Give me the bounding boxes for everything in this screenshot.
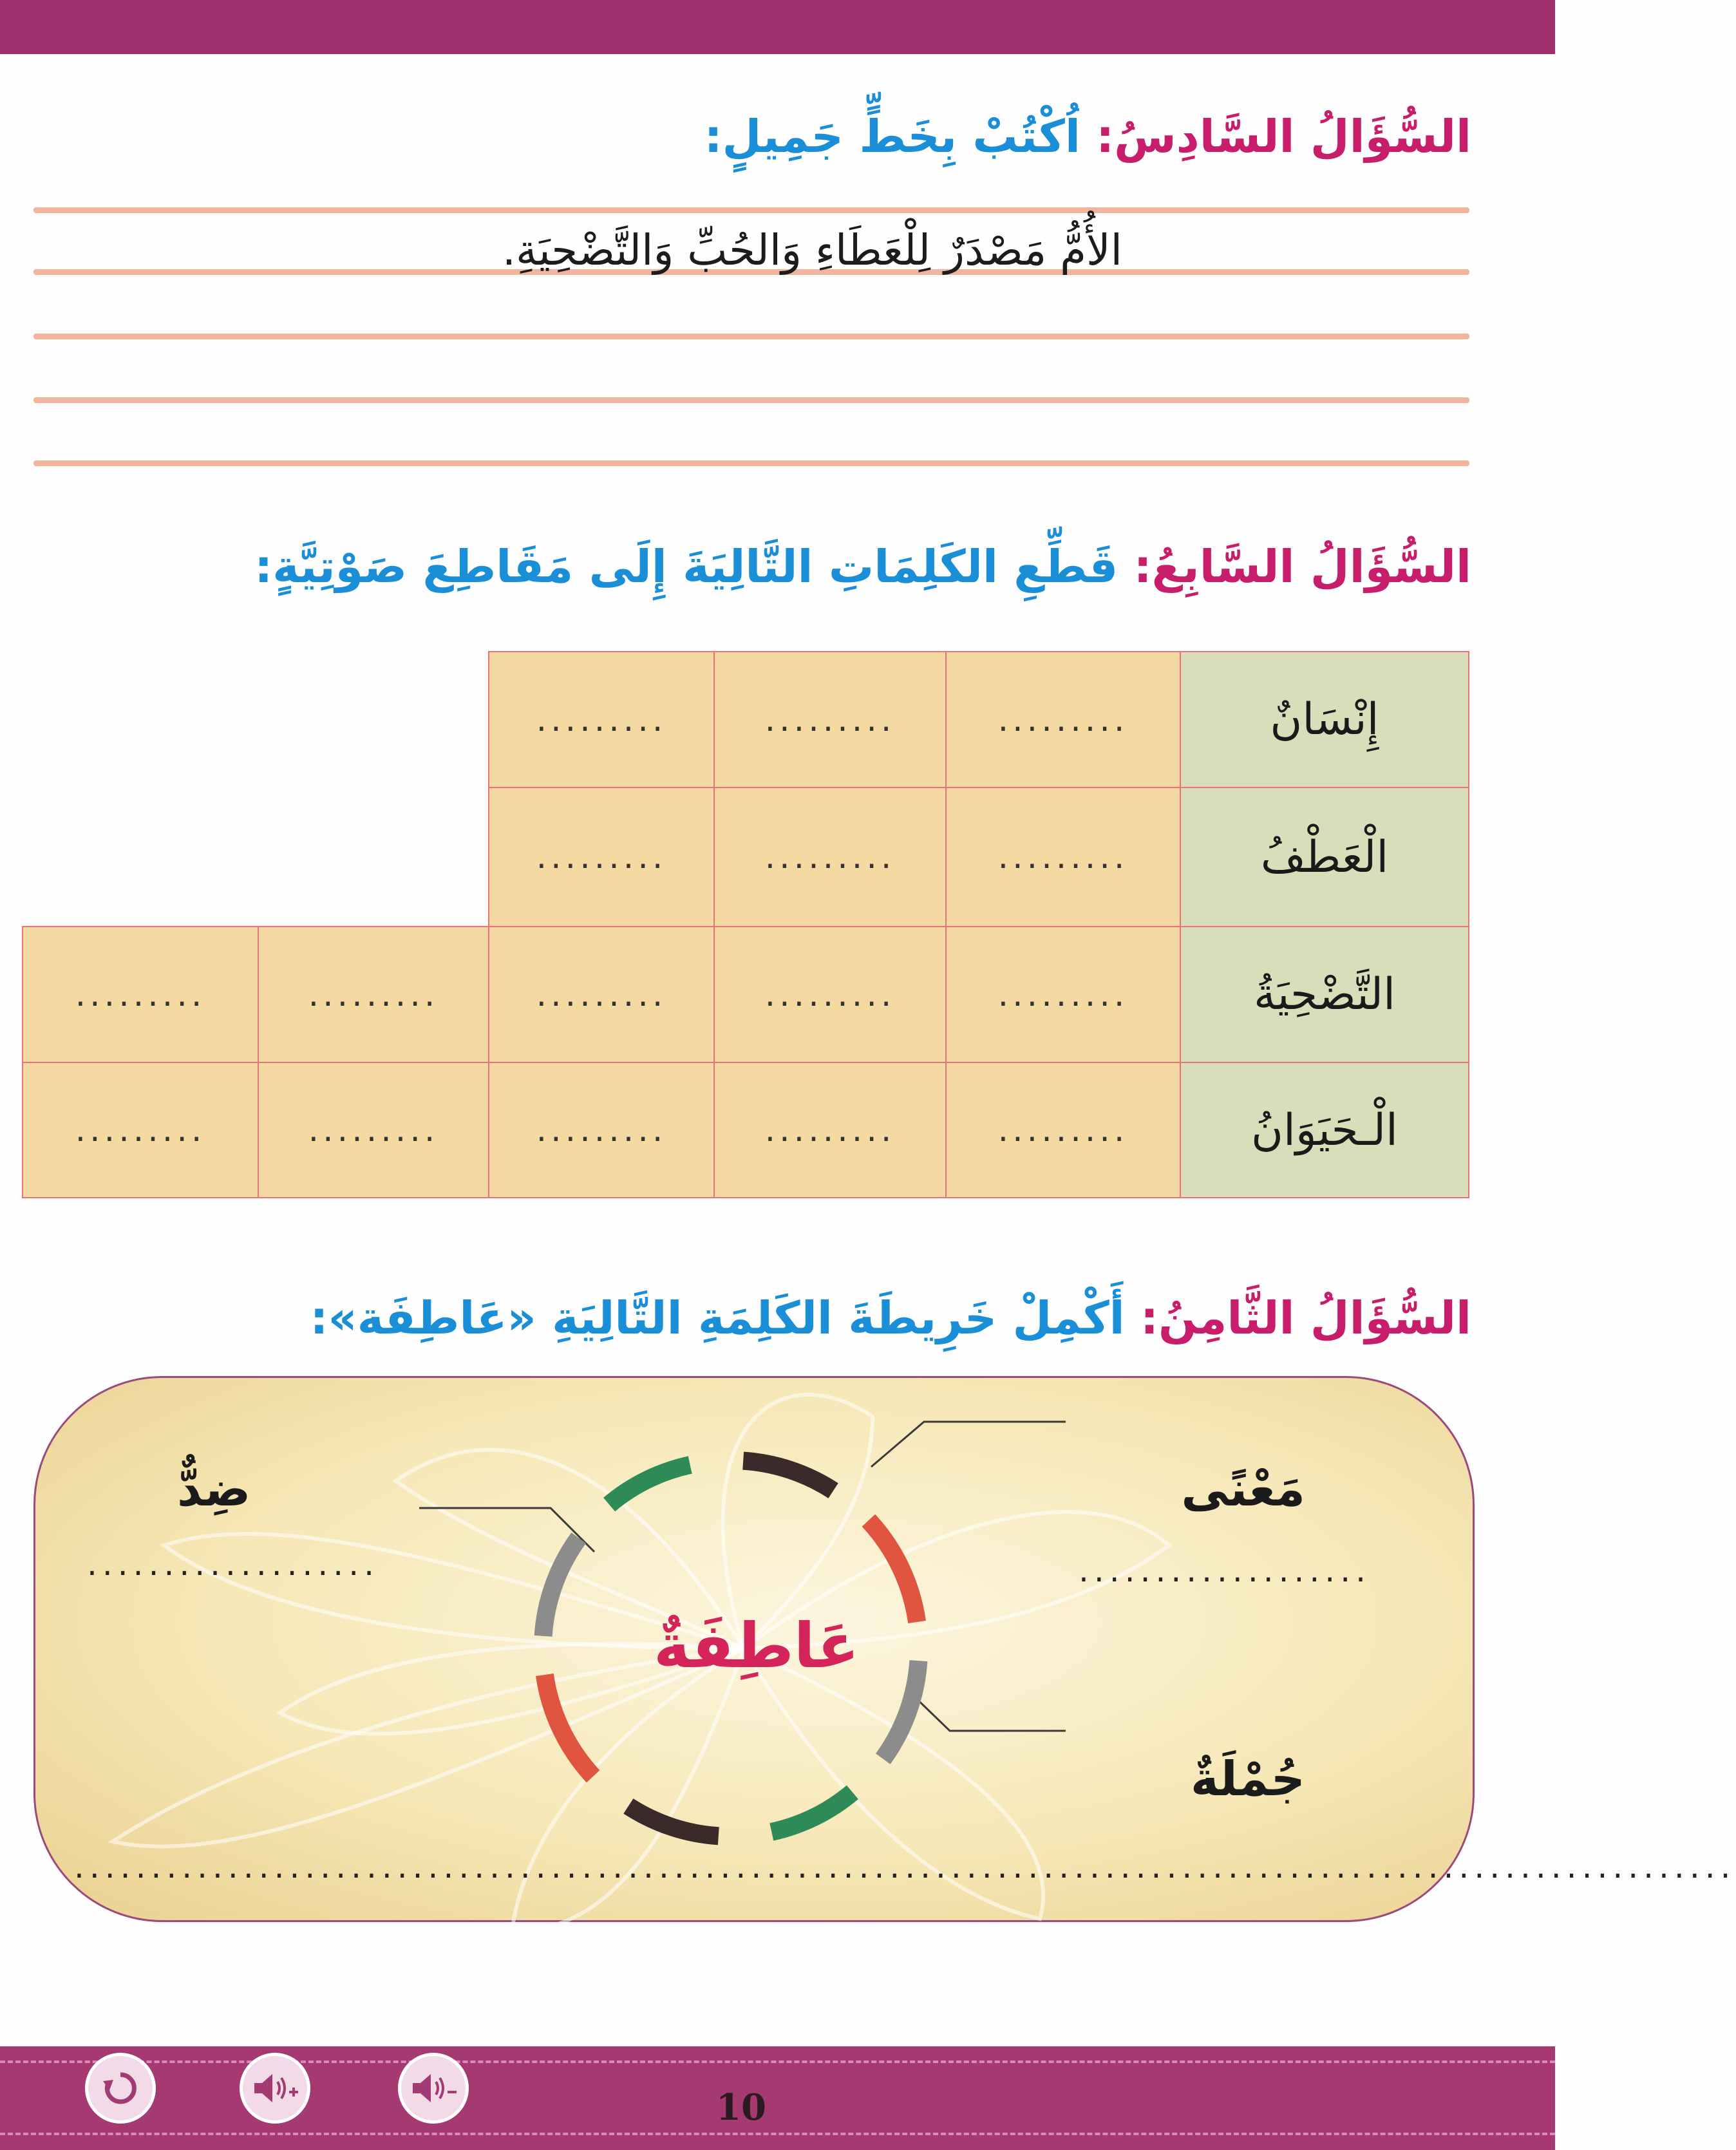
question-6-title [704, 109, 1471, 164]
syllable-blank[interactable]: ......... [945, 787, 1181, 927]
question-7-label: السُّؤَالُ السَّابِعُ: [1133, 540, 1471, 593]
writing-line [33, 460, 1469, 466]
writing-line [33, 207, 1469, 213]
bottom-band [0, 2046, 1555, 2150]
replay-button[interactable] [85, 2053, 156, 2124]
volume-up-button[interactable] [240, 2053, 310, 2124]
word-cell: إِنْسَانٌ [1180, 651, 1469, 788]
word-map-panel [33, 1376, 1736, 1922]
top-band [0, 0, 1555, 54]
word-cell: التَّضْحِيَةُ [1180, 926, 1469, 1063]
meaning-answer-line[interactable]: ................... [1079, 1552, 1371, 1589]
syllable-blank[interactable]: ......... [258, 926, 489, 1063]
band-dash-bottom [0, 2133, 1555, 2135]
opposite-label: ضِدٌّ [177, 1462, 251, 1517]
question-7-text: قَطِّعِ الكَلِمَاتِ التَّالِيَةَ إِلَى مَقَاطِعَ صَوْتِيَّةٍ: [254, 540, 1118, 593]
question-6-text: اُكْتُبْ بِخَطٍّ جَمِيلٍ: [704, 110, 1080, 163]
writing-line [33, 397, 1469, 403]
syllable-blank[interactable]: ......... [22, 926, 259, 1063]
volume-down-icon [409, 2069, 458, 2108]
writing-line [33, 334, 1469, 339]
question-8-label: السُّؤَالُ الثَّامِنُ: [1140, 1292, 1471, 1344]
sentence-label: جُمْلَةٌ [1190, 1751, 1305, 1807]
model-sentence: الأُمُّ مَصْدَرٌ لِلْعَطَاءِ وَالحُبِّ وَالتَّضْحِيَةِ. [502, 225, 1122, 275]
syllable-blank[interactable]: ......... [22, 1062, 259, 1198]
syllable-blank[interactable]: ......... [713, 787, 947, 927]
question-8-title [310, 1291, 1471, 1345]
syllable-blank[interactable]: ......... [945, 1062, 1181, 1198]
syllable-blank[interactable]: ......... [713, 1062, 947, 1198]
word-cell: الْـحَيَوَانُ [1180, 1062, 1469, 1198]
syllable-blank[interactable]: ......... [945, 926, 1181, 1063]
replay-icon [98, 2066, 143, 2111]
opposite-answer-line[interactable]: ................... [87, 1545, 379, 1583]
syllable-blank[interactable]: ......... [488, 926, 715, 1063]
syllable-blank[interactable]: ......... [488, 1062, 715, 1198]
syllable-blank[interactable]: ......... [713, 926, 947, 1063]
question-7-title [254, 540, 1471, 594]
center-word: عَاطِفَةٌ [654, 1610, 860, 1682]
volume-down-button[interactable] [398, 2053, 469, 2124]
syllable-blank[interactable]: ......... [258, 1062, 489, 1198]
question-6-label: السُّؤَالُ السَّادِسُ: [1096, 110, 1471, 163]
syllable-blank[interactable]: ......... [713, 651, 947, 788]
question-8-text: أَكْمِلْ خَرِيطَةَ الكَلِمَةِ التَّالِيَةِ «عَاطِفَة»: [310, 1292, 1125, 1344]
syllable-blank[interactable]: ......... [488, 651, 715, 788]
word-cell: الْعَطْفُ [1180, 787, 1469, 927]
volume-up-icon [250, 2069, 299, 2108]
syllable-blank[interactable]: ......... [488, 787, 715, 927]
sentence-answer-line[interactable]: ............................................................................................................ [74, 1848, 1736, 1885]
page-number: 10 [716, 2086, 766, 2129]
syllable-blank[interactable]: ......... [945, 651, 1181, 788]
band-dash-top [0, 2060, 1555, 2063]
meaning-label: مَعْنًى [1181, 1462, 1305, 1517]
